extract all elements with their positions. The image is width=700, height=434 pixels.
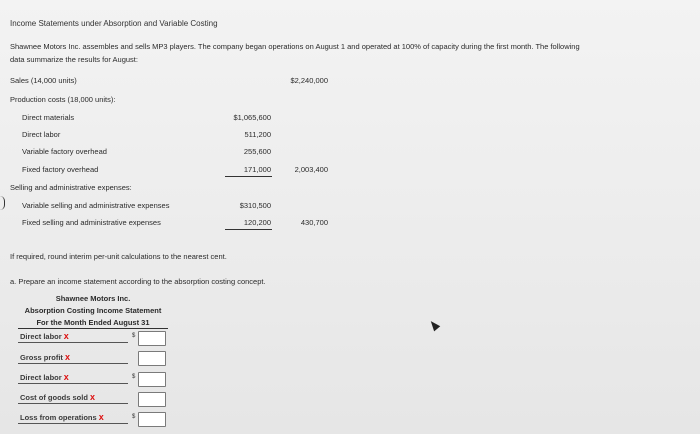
currency-symbol: $ xyxy=(132,414,136,420)
statement-row-label-select[interactable] xyxy=(20,392,95,402)
statement-period: For the Month Ended August 31 xyxy=(36,318,150,327)
amount-input[interactable] xyxy=(138,372,166,387)
question-a: a. Prepare an income statement according to the absorption costing concept. xyxy=(10,277,266,286)
selling-item-amount: $310,500 xyxy=(239,201,271,210)
amount-input[interactable] xyxy=(138,351,166,366)
page-title: Income Statements under Absorption and Variable Costing xyxy=(10,19,218,28)
amount-input[interactable] xyxy=(138,412,166,427)
intro-text-line1: Shawnee Motors Inc. assembles and sells MP3 players. The company began operations on August 1 and operated at 100% of capacity during the first month. The following xyxy=(10,42,580,51)
intro-text-line2: data summarize the results for August: xyxy=(10,55,138,64)
production-item-amount: 511,200 xyxy=(244,130,271,139)
row-label-text: Loss from operations xyxy=(20,413,97,422)
row-underline xyxy=(18,383,128,384)
rounding-note: If required, round interim per-unit calculations to the nearest cent. xyxy=(10,252,227,261)
currency-symbol: $ xyxy=(132,333,136,339)
row-label-text: Gross profit xyxy=(20,353,63,362)
incorrect-mark-icon: x xyxy=(98,412,104,422)
selling-item-label: Fixed selling and administrative expenses xyxy=(22,218,161,227)
selling-item-amount: 120,200 xyxy=(243,218,271,227)
statement-row-label-select[interactable] xyxy=(20,331,69,341)
statement-company: Shawnee Motors Inc. xyxy=(55,294,131,303)
production-subtotal-rule xyxy=(225,176,272,177)
incorrect-mark-icon: x xyxy=(63,372,69,382)
row-label-text: Direct labor xyxy=(20,332,62,341)
page-edge-bracket xyxy=(0,196,5,210)
row-underline xyxy=(18,403,128,404)
row-underline xyxy=(18,342,128,343)
selling-item-label: Variable selling and administrative expenses xyxy=(22,201,170,210)
production-item-label: Direct labor xyxy=(22,130,61,139)
production-header: Production costs (18,000 units): xyxy=(10,95,116,104)
production-item-label: Variable factory overhead xyxy=(22,147,107,156)
statement-row-label-select[interactable] xyxy=(20,352,70,362)
sales-label: Sales (14,000 units) xyxy=(10,76,77,85)
selling-header: Selling and administrative expenses: xyxy=(10,183,132,192)
production-item-amount: 171,000 xyxy=(243,165,271,174)
production-item-amount: $1,065,600 xyxy=(233,113,271,122)
row-label-text: Direct labor xyxy=(20,373,62,382)
statement-row-label-select[interactable] xyxy=(20,412,104,422)
production-item-label: Fixed factory overhead xyxy=(22,165,99,174)
row-underline xyxy=(18,423,128,424)
sales-total: $2,240,000 xyxy=(290,76,328,85)
production-item-amount: 255,600 xyxy=(243,147,271,156)
production-total: 2,003,400 xyxy=(294,165,328,174)
currency-symbol: $ xyxy=(132,374,136,380)
selling-total: 430,700 xyxy=(300,218,328,227)
selling-subtotal-rule xyxy=(225,229,272,230)
amount-input[interactable] xyxy=(138,392,166,407)
amount-input[interactable] xyxy=(138,331,166,346)
incorrect-mark-icon: x xyxy=(63,331,69,341)
incorrect-mark-icon: x xyxy=(65,352,71,362)
row-underline xyxy=(18,363,128,364)
incorrect-mark-icon: x xyxy=(90,392,96,402)
row-label-text: Cost of goods sold xyxy=(20,393,88,402)
production-item-label: Direct materials xyxy=(22,113,75,122)
statement-title: Absorption Costing Income Statement xyxy=(24,306,162,315)
statement-header-rule xyxy=(18,328,168,329)
statement-row-label-select[interactable] xyxy=(20,372,69,382)
mouse-pointer-icon xyxy=(428,319,441,332)
